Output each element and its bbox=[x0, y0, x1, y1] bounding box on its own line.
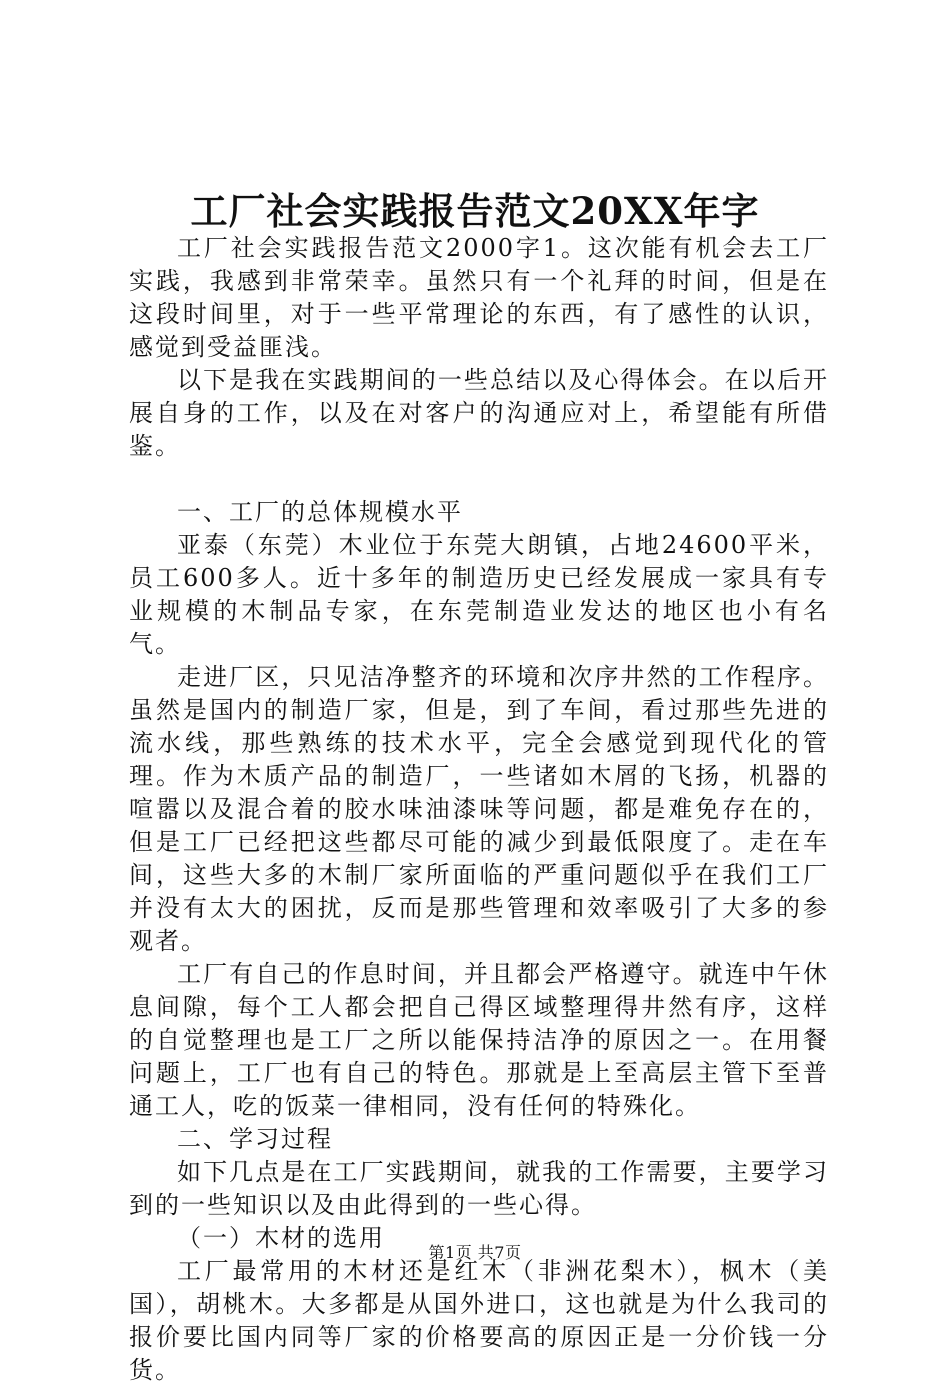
document-title: 工厂社会实践报告范文20XX年字 bbox=[190, 189, 760, 233]
subsection-heading-wood: （一）木材的选用 bbox=[177, 1224, 385, 1252]
paragraph-summary: 以下是我在实践期间的一些总结以及心得体会。在以后开展自身的工作，以及在对客户的沟通应对上，希望能有所借鉴。 bbox=[129, 366, 829, 460]
paragraph-intro: 工厂社会实践报告范文2000字1。这次能有机会去工厂实践，我感到非常荣幸。虽然只有一个礼拜的时间，但是在这段时间里，对于一些平常理论的东西，有了感性的认识，感觉到受益匪浅。 bbox=[129, 234, 829, 361]
paragraph-wood: 工厂最常用的木材还是红木（非洲花梨木），枫木（美国），胡桃木。大多都是从国外进口，这也就是为什么我司的报价要比国内同等厂家的价格要高的原因正是一分价钱一分货。 bbox=[129, 1257, 829, 1384]
page-footer: 第1页 共7页 bbox=[428, 1243, 522, 1262]
section-heading-1: 一、工厂的总体规模水平 bbox=[177, 498, 463, 526]
section-heading-2: 二、学习过程 bbox=[177, 1125, 333, 1153]
paragraph-factory: 走进厂区，只见洁净整齐的环境和次序井然的工作程序。虽然是国内的制造厂家，但是，到了车间，看过那些先进的流水线，那些熟练的技术水平，完全会感觉到现代化的管理。作为木质产品的制造厂，一些诸如木屑的飞扬，机器的喧嚣以及混合着的胶水味油漆味等问题，都是难免存在的，但是工厂已经把这些都尽可能的减少到最低限度了。走在车间，这些大多的木制厂家所面临的严重问题似乎在我们工厂并没有太大的困扰，反而是那些管理和效率吸引了大多的参观者。 bbox=[129, 663, 829, 955]
paragraph-learning: 如下几点是在工厂实践期间，就我的工作需要，主要学习到的一些知识以及由此得到的一些心得。 bbox=[129, 1158, 829, 1219]
document-body bbox=[129, 232, 829, 1387]
paragraph-schedule: 工厂有自己的作息时间，并且都会严格遵守。就连中午休息间隙，每个工人都会把自己得区域整理得井然有序，这样的自觉整理也是工厂之所以能保持洁净的原因之一。在用餐问题上，工厂也有自己的特色。那就是上至高层主管下至普通工人，吃的饭菜一律相同，没有任何的特殊化。 bbox=[129, 960, 829, 1120]
paragraph-company: 亚泰（东莞）木业位于东莞大朗镇，占地24600平米，员工600多人。近十多年的制造历史已经发展成一家具有专业规模的木制品专家，在东莞制造业发达的地区也小有名气。 bbox=[129, 531, 829, 658]
